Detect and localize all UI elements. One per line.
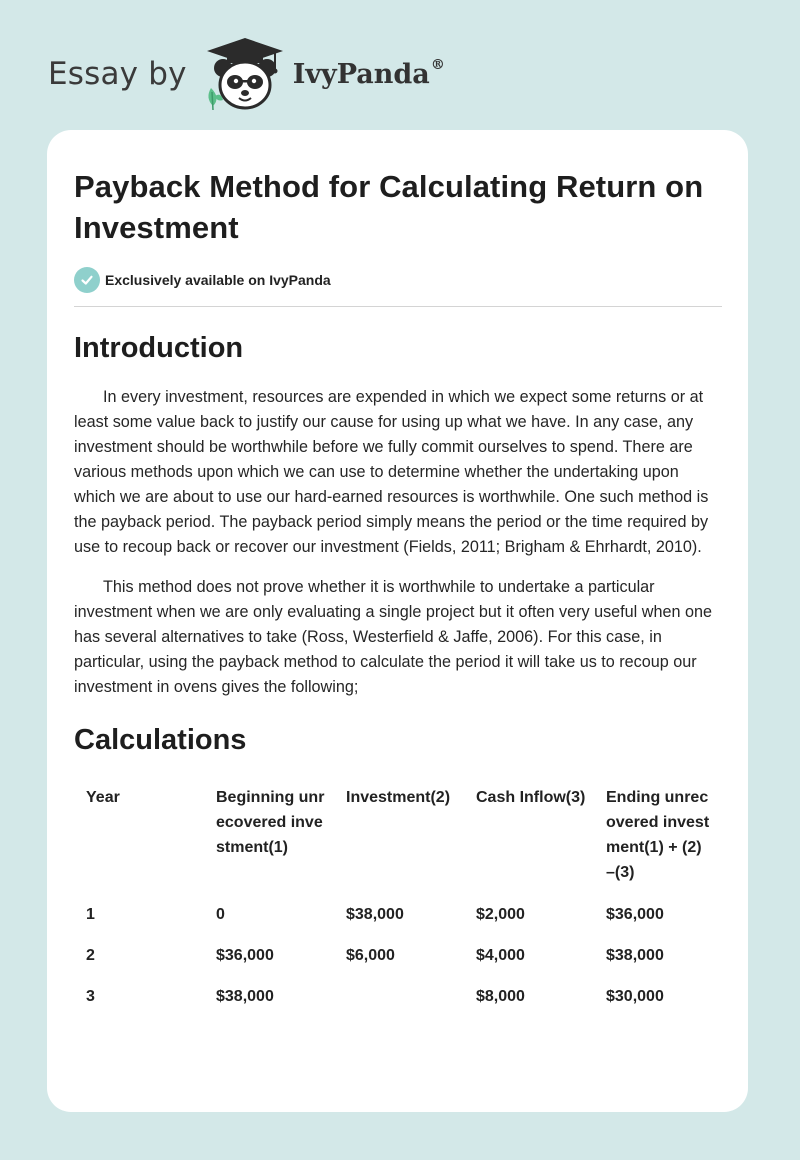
divider — [74, 306, 722, 307]
header-year: Year — [86, 789, 120, 806]
cell-ending: $30,000 — [606, 988, 664, 1005]
brand-text: IvyPanda — [292, 58, 430, 90]
exclusive-badge — [74, 267, 722, 293]
brand-name — [292, 56, 445, 90]
table-row — [74, 941, 722, 982]
cell-investment: $38,000 — [346, 906, 404, 923]
cell-ending: $38,000 — [606, 947, 664, 964]
header-beginning-unrecovered: Beginning unrecovered investment(1) — [216, 789, 325, 856]
intro-paragraph-2: This method does not prove whether it is worthwhile to undertake a particular investment when we are only evaluating a single project but it often very useful when one has several alternatives to take (Ross, Westerfield & Jaffe, 2006). For this case, in particular, using the payback method to calculate the period it will take us to recoup our investment in ovens gives the following; — [74, 578, 712, 696]
cell-beginning: $36,000 — [216, 947, 274, 964]
check-icon — [74, 267, 100, 293]
intro-paragraph-1: In every investment, resources are expended in which we expect some returns or at least some value back to justify our cause for using up what we have. In any case, any investment should be worthwhile before we fully commit ourselves to spend. There are various methods upon which we can use to determine whether the undertaking upon which we are about to use our hard-earned resources is worthwhile. One such method is the payback period. The payback period simply means the period or the time required by use to recoup back or recover our investment (Fields, 2011; Brigham & Ehrhardt, 2010). — [74, 388, 709, 556]
cell-investment: $6,000 — [346, 947, 395, 964]
cell-year: 2 — [86, 947, 95, 964]
cell-year: 1 — [86, 906, 95, 923]
registered-mark: ® — [430, 56, 445, 73]
cell-ending: $36,000 — [606, 906, 664, 923]
table-row — [74, 900, 722, 941]
cell-year: 3 — [86, 988, 95, 1005]
section-heading-calculations: Calculations — [74, 724, 247, 756]
header-ending-unrecovered: Ending unrecovered investment(1) + (2) –(3) — [606, 789, 710, 881]
essay-by-label: Essay by — [48, 56, 187, 92]
header-cash-inflow: Cash Inflow(3) — [476, 789, 586, 806]
table-row — [74, 982, 722, 1023]
table-header-row — [74, 783, 722, 900]
essay-card — [47, 130, 748, 1112]
page-title: Payback Method for Calculating Return on Investment — [74, 169, 704, 245]
section-heading-introduction: Introduction — [74, 332, 244, 364]
cell-cash-inflow: $8,000 — [476, 988, 525, 1005]
cell-beginning: $38,000 — [216, 988, 274, 1005]
cell-cash-inflow: $4,000 — [476, 947, 525, 964]
site-header — [48, 34, 508, 114]
header-investment: Investment(2) — [346, 789, 451, 806]
cell-cash-inflow: $2,000 — [476, 906, 525, 923]
exclusive-label: Exclusively available on IvyPanda — [105, 272, 331, 288]
cell-investment — [334, 982, 464, 1023]
payback-table — [74, 783, 722, 1023]
cell-beginning: 0 — [216, 906, 225, 923]
panda-graduate-logo-icon — [203, 36, 287, 112]
